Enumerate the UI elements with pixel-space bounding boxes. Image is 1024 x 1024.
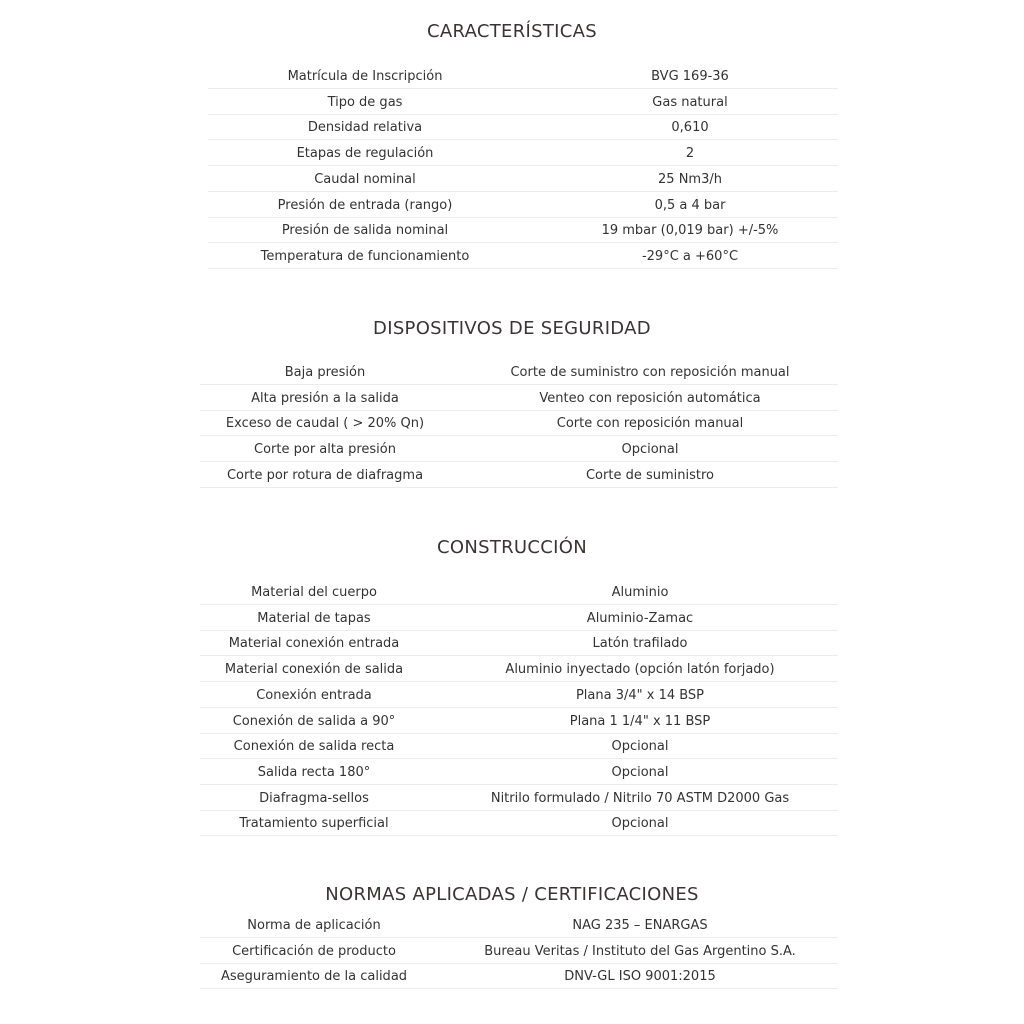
row-value: Plana 3/4" x 14 BSP <box>575 687 705 703</box>
row-value: Corte de suministro con reposición manual <box>510 365 790 380</box>
table-row <box>0 964 1024 989</box>
row-label: Salida recta 180° <box>257 764 371 780</box>
table-row <box>0 115 1024 140</box>
row-label: Aseguramiento de la calidad <box>220 969 408 985</box>
row-divider <box>200 487 838 488</box>
section-title-dispositivos: DISPOSITIVOS DE SEGURIDAD <box>373 318 651 339</box>
table-row <box>0 580 1024 605</box>
table-row <box>0 811 1024 836</box>
row-value: DNV-GL ISO 9001:2015 <box>564 969 716 985</box>
table-row <box>0 244 1024 269</box>
row-label: Presión de entrada (rango) <box>277 197 453 213</box>
row-value: 0,610 <box>671 120 709 136</box>
row-value: 19 mbar (0,019 bar) +/-5% <box>601 223 779 239</box>
table-row <box>0 437 1024 462</box>
row-label: Material del cuerpo <box>251 585 377 600</box>
row-label: Matrícula de Inscripción <box>287 69 443 84</box>
row-value: 0,5 a 4 bar <box>654 197 726 213</box>
row-value: Venteo con reposición automática <box>539 390 761 406</box>
row-label: Material conexión de salida <box>224 662 404 678</box>
row-label: Temperatura de funcionamiento <box>260 248 470 264</box>
section-title-caracteristicas: CARACTERÍSTICAS <box>427 21 597 42</box>
row-label: Material conexión entrada <box>228 636 400 652</box>
table-row <box>0 360 1024 385</box>
row-value: Aluminio-Zamac <box>586 610 694 626</box>
row-value: Aluminio <box>611 585 669 600</box>
row-divider <box>200 988 838 989</box>
row-value: Latón trafilado <box>592 636 688 652</box>
row-label: Conexión entrada <box>256 687 372 703</box>
table-row <box>0 939 1024 964</box>
table-row <box>0 606 1024 631</box>
row-value: Aluminio inyectado (opción latón forjado) <box>505 662 775 678</box>
row-value: Opcional <box>621 442 679 458</box>
row-label: Conexión de salida a 90° <box>232 713 396 729</box>
table-row <box>0 386 1024 411</box>
row-label: Presión de salida nominal <box>281 223 449 239</box>
section-title-normas: NORMAS APLICADAS / CERTIFICACIONES <box>325 884 699 905</box>
row-label: Densidad relativa <box>307 120 423 136</box>
row-label: Etapas de regulación <box>296 146 434 162</box>
table-row <box>0 193 1024 218</box>
row-label: Exceso de caudal ( > 20% Qn) <box>225 416 425 432</box>
row-divider <box>208 268 838 269</box>
table-row <box>0 141 1024 166</box>
row-value: Opcional <box>611 816 669 832</box>
table-row <box>0 734 1024 759</box>
table-row <box>0 709 1024 734</box>
table-row <box>0 786 1024 811</box>
row-label: Diafragma-sellos <box>259 790 369 806</box>
row-value: Corte con reposición manual <box>556 416 744 432</box>
row-label: Caudal nominal <box>314 171 416 187</box>
row-value: Plana 1 1/4" x 11 BSP <box>569 713 711 729</box>
row-divider <box>200 835 838 836</box>
row-value: Gas natural <box>652 94 728 110</box>
row-value: BVG 169-36 <box>651 69 729 84</box>
row-label: Corte por alta presión <box>254 442 396 458</box>
row-value: Nitrilo formulado / Nitrilo 70 ASTM D2000 Gas <box>490 790 790 806</box>
row-value: 2 <box>685 146 695 162</box>
table-row <box>0 913 1024 938</box>
table-row <box>0 463 1024 488</box>
row-label: Baja presión <box>284 365 366 380</box>
table-row <box>0 657 1024 682</box>
row-value: Bureau Veritas / Instituto del Gas Argentino S.A. <box>484 943 796 959</box>
row-label: Norma de aplicación <box>247 918 381 933</box>
row-label: Certificación de producto <box>232 943 396 959</box>
row-value: Opcional <box>611 739 669 755</box>
row-label: Alta presión a la salida <box>251 390 399 406</box>
row-label: Tipo de gas <box>327 94 403 110</box>
row-label: Tratamiento superficial <box>239 816 389 832</box>
table-row <box>0 683 1024 708</box>
row-value: Corte de suministro <box>585 467 714 483</box>
table-row <box>0 90 1024 115</box>
table-row <box>0 218 1024 243</box>
row-value: Opcional <box>611 764 669 780</box>
table-row <box>0 64 1024 89</box>
row-label: Conexión de salida recta <box>233 739 395 755</box>
row-label: Material de tapas <box>257 610 371 626</box>
table-row <box>0 411 1024 436</box>
table-row <box>0 167 1024 192</box>
row-value: 25 Nm3/h <box>658 171 722 187</box>
section-title-construccion: CONSTRUCCIÓN <box>437 537 587 558</box>
row-value: NAG 235 – ENARGAS <box>572 918 708 933</box>
row-value: -29°C a +60°C <box>641 248 739 264</box>
row-label: Corte por rotura de diafragma <box>226 467 424 483</box>
table-row <box>0 760 1024 785</box>
table-row <box>0 631 1024 656</box>
